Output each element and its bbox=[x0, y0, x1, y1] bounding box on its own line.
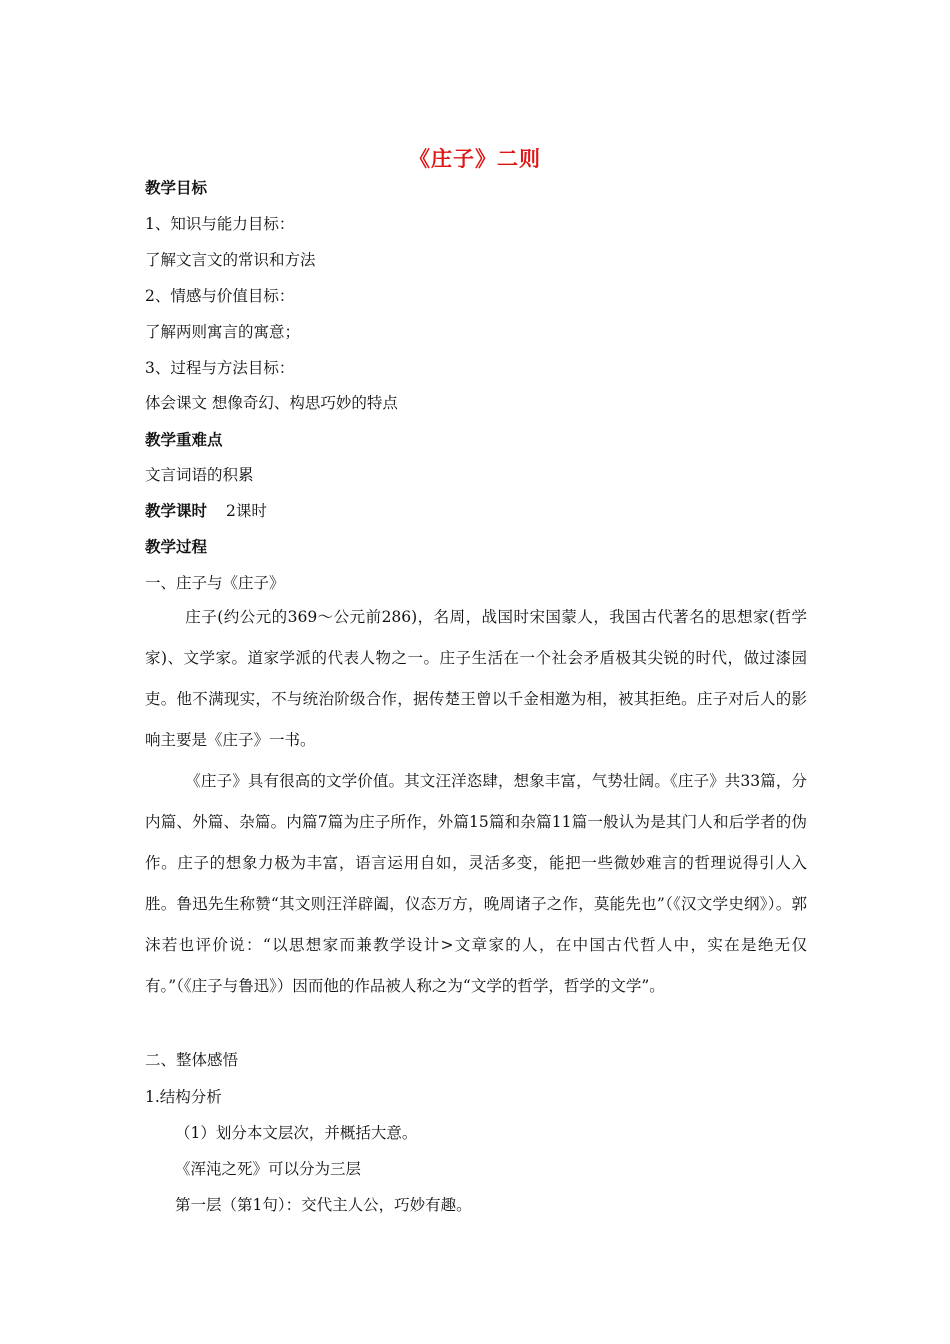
hours-value: 2课时 bbox=[225, 502, 267, 520]
section-2-heading: 二、整体感悟 bbox=[145, 1051, 239, 1069]
task-item: （1）划分本文层次，并概括大意。 bbox=[175, 1124, 418, 1142]
layer-intro: 《浑沌之死》可以分为三层 bbox=[175, 1160, 362, 1178]
goal-3-text: 体会课文 想像奇幻、构思巧妙的特点 bbox=[145, 394, 398, 412]
section-1-heading: 一、庄子与《庄子》 bbox=[145, 574, 285, 592]
goals-heading: 教学目标 bbox=[145, 179, 208, 197]
process-heading: 教学过程 bbox=[145, 538, 208, 556]
goal-3-label: 3、过程与方法目标： bbox=[145, 359, 295, 377]
hours-row bbox=[145, 499, 267, 521]
document-title: 《庄子》二则 bbox=[409, 147, 541, 171]
layer-one: 第一层（第1句）：交代主人公，巧妙有趣。 bbox=[175, 1196, 472, 1214]
structure-analysis-heading: 1.结构分析 bbox=[145, 1088, 222, 1106]
goal-1-label: 1、知识与能力目标： bbox=[145, 215, 295, 233]
goal-2-label: 2、情感与价值目标： bbox=[145, 287, 295, 305]
goal-2-text: 了解两则寓言的寓意； bbox=[145, 323, 301, 341]
paragraph-zhuangzi-bio: 庄子(约公元的369～公元前286)，名周，战国时宋国蒙人，我国古代著名的思想家(哲学家)、文学家。道家学派的代表人物之一。庄子生活在一个社会矛盾极其尖锐的时代，做过漆园吏。他不满现实，不与统治阶级合作，据传楚王曾以千金相邀为相，被其拒绝。庄子对后人的影响主要是《庄子》一书。 bbox=[145, 608, 807, 749]
difficulty-text: 文言词语的积累 bbox=[145, 466, 254, 484]
goal-1-text: 了解文言文的常识和方法 bbox=[145, 251, 316, 269]
hours-heading: 教学课时 bbox=[145, 502, 208, 520]
paragraph-zhuangzi-book: 《庄子》具有很高的文学价值。其文汪洋恣肆，想象丰富，气势壮阔。《庄子》共33篇，分内篇、外篇、杂篇。内篇7篇为庄子所作，外篇15篇和杂篇11篇一般认为是其门人和后学者的伪作。庄子的想象力极为丰富，语言运用自如，灵活多变，能把一些微妙难言的哲理说得引人入胜。鲁迅先生称赞“其文则汪洋辟阖，仪态万方，晚周诸子之作，莫能先也”（《汉文学史纲》）。郭沫若也评价说：“以思想家而兼教学设计>文章家的人，在中国古代哲人中，实在是绝无仅有。”（《庄子与鲁迅》）因而他的作品被人称之为“文学的哲学，哲学的文学”。 bbox=[145, 772, 807, 995]
difficulty-heading: 教学重难点 bbox=[145, 431, 223, 449]
